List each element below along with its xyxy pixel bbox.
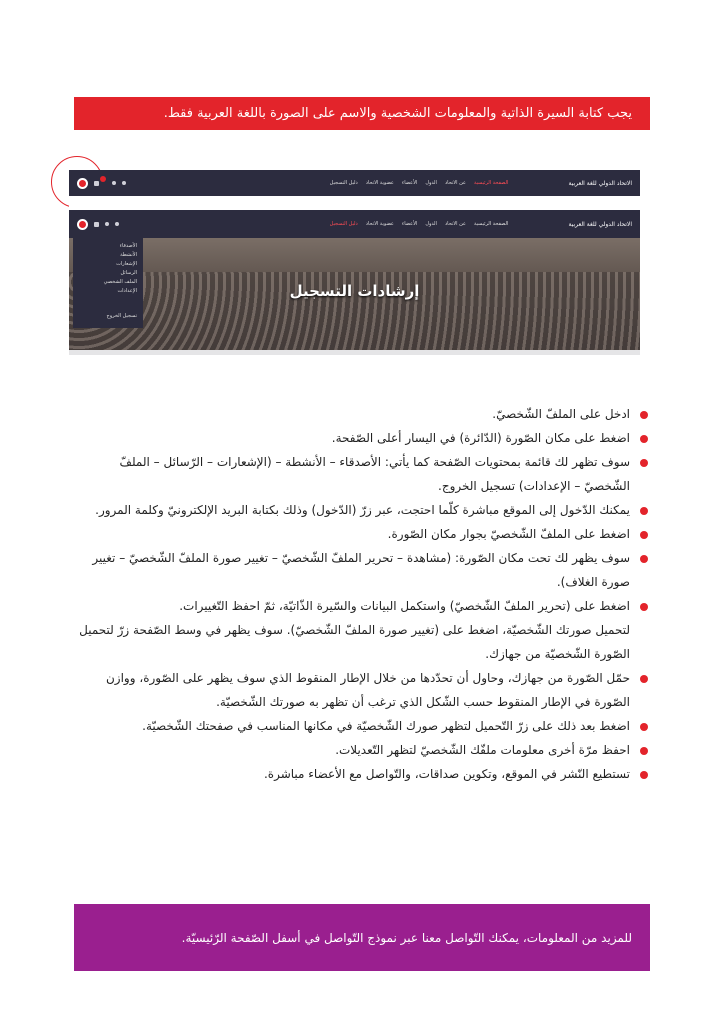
hero-bottom-strip <box>69 350 640 355</box>
dropdown-item[interactable]: الإشعارات <box>116 261 137 267</box>
instruction-item: اضغط بعد ذلك على زرّ التّحميل لتظهر صورك الشّخصيّة في مكانها المناسب في صفحتك الشّخصيّة. <box>70 714 650 738</box>
bottom-banner <box>74 904 650 971</box>
nav-item[interactable]: الدول <box>425 180 437 186</box>
dropdown-item[interactable]: الملف الشخصي <box>103 279 137 285</box>
site-name[interactable]: الاتحاد الدولي للغة العربية <box>568 179 632 187</box>
instruction-item: لتحميل صورتك الشّخصيّة، اضغط على (تغيير صورة الملفّ الشّخصيّ). سوف يظهر في وسط الصّفحة زرّ لتحميل الصّورة الشّخصيّة من جهازك. <box>79 623 630 661</box>
nav-item[interactable]: الأعضاء <box>401 180 418 186</box>
dropdown-item[interactable]: الإعدادات <box>117 288 137 294</box>
bottom-banner-text: للمزيد من المعلومات، يمكنك التّواصل معنا عبر نموذج التّواصل في أسفل الصّفحة الرّئيسيّة. <box>181 930 632 945</box>
dropdown-item[interactable]: الأصدقاء <box>119 243 137 249</box>
search-icon[interactable] <box>115 222 119 226</box>
user-tools <box>77 178 126 189</box>
instruction-item: اضغط على (تحرير الملفّ الشّخصيّ) واستكمل البيانات والسّيرة الذّاتيّة، ثمّ احفظ التّغييرات. <box>70 594 650 618</box>
logout-item[interactable]: تسجيل الخروج <box>106 313 137 319</box>
mail-icon[interactable] <box>94 181 99 186</box>
instruction-list <box>70 402 650 786</box>
instruction-item: سوف تظهر لك قائمة بمحتويات الصّفحة كما يأتي: الأصدقاء – الأنشطة – (الإشعارات – الرّسائل – الملفّ الشّخصيّ – الإعدادات) تسجيل الخروج. <box>70 450 650 498</box>
top-banner <box>74 97 650 130</box>
avatar[interactable] <box>77 219 88 230</box>
site-navbar <box>69 170 640 196</box>
nav-item[interactable]: عضوية الاتحاد <box>365 180 394 186</box>
instruction-item: احفظ مرّة أخرى معلومات ملفّك الشّخصيّ لتظهر التّعديلات. <box>70 738 650 762</box>
instruction-item: سوف يظهر لك تحت مكان الصّورة: (مشاهدة – تحرير الملفّ الشّخصيّ – تغيير صورة الملفّ الشّخصيّ – تغيير صورة الغلاف). <box>70 546 650 594</box>
dropdown-item[interactable]: الرسائل <box>120 270 137 276</box>
nav-item[interactable]: الصفحة الرئيسية <box>473 221 509 227</box>
nav-item[interactable]: الصفحة الرئيسية <box>473 180 509 186</box>
nav-menu <box>330 180 509 186</box>
nav-menu <box>330 221 509 227</box>
mail-icon[interactable] <box>94 222 99 227</box>
bell-icon[interactable] <box>105 222 109 226</box>
nav-item[interactable]: الأعضاء <box>401 221 418 227</box>
hero-title: إرشادات التسجيل <box>289 282 420 300</box>
nav-item[interactable]: عن الاتحاد <box>444 180 466 186</box>
top-banner-text: يجب كتابة السيرة الذاتية والمعلومات الشخصية والاسم على الصورة باللغة العربية فقط. <box>163 106 632 121</box>
instruction-item: يمكنك الدّخول إلى الموقع مباشرة كلّما احتجت، عبر زرّ (الدّخول) وذلك بكتابة البريد الإلكترونيّ وكلمة المرور. <box>70 498 650 522</box>
dropdown-item[interactable]: الأنشطة <box>120 252 137 258</box>
nav-item[interactable]: عضوية الاتحاد <box>365 221 394 227</box>
instruction-item: حمّل الصّورة من جهازك، وحاول أن تحدّدها من خلال الإطار المنقوط الذي سوف يظهر على الصّورة، ووازن الصّورة في الإطار المنقوط حسب الشّكل الذي ترغب أن تظهر به صورتك الشّخصيّة. <box>70 666 650 714</box>
instruction-item: ادخل على الملفّ الشّخصيّ. <box>70 402 650 426</box>
nav-item[interactable]: دليل التسجيل <box>329 221 358 227</box>
nav-item[interactable]: الدول <box>425 221 437 227</box>
avatar[interactable] <box>77 178 88 189</box>
user-dropdown-menu <box>73 238 143 328</box>
nav-item[interactable]: عن الاتحاد <box>444 221 466 227</box>
bell-icon[interactable] <box>112 181 116 185</box>
site-name[interactable]: الاتحاد الدولي للغة العربية <box>568 220 632 228</box>
search-icon[interactable] <box>122 181 126 185</box>
hero-banner <box>69 238 640 350</box>
instruction-item: اضغط على مكان الصّورة (الدّائرة) في اليسار أعلى الصّفحة. <box>70 426 650 450</box>
nav-item[interactable]: دليل التسجيل <box>329 180 358 186</box>
screenshot-gap <box>69 196 640 210</box>
site-navbar-expanded <box>69 210 640 238</box>
instruction-item: اضغط على الملفّ الشّخصيّ بجوار مكان الصّورة. <box>70 522 650 546</box>
user-tools <box>77 219 119 230</box>
instruction-item: تستطيع النّشر في الموقع، وتكوين صداقات، والتّواصل مع الأعضاء مباشرة. <box>70 762 650 786</box>
website-screenshot <box>69 170 640 355</box>
notification-badge <box>100 176 106 182</box>
